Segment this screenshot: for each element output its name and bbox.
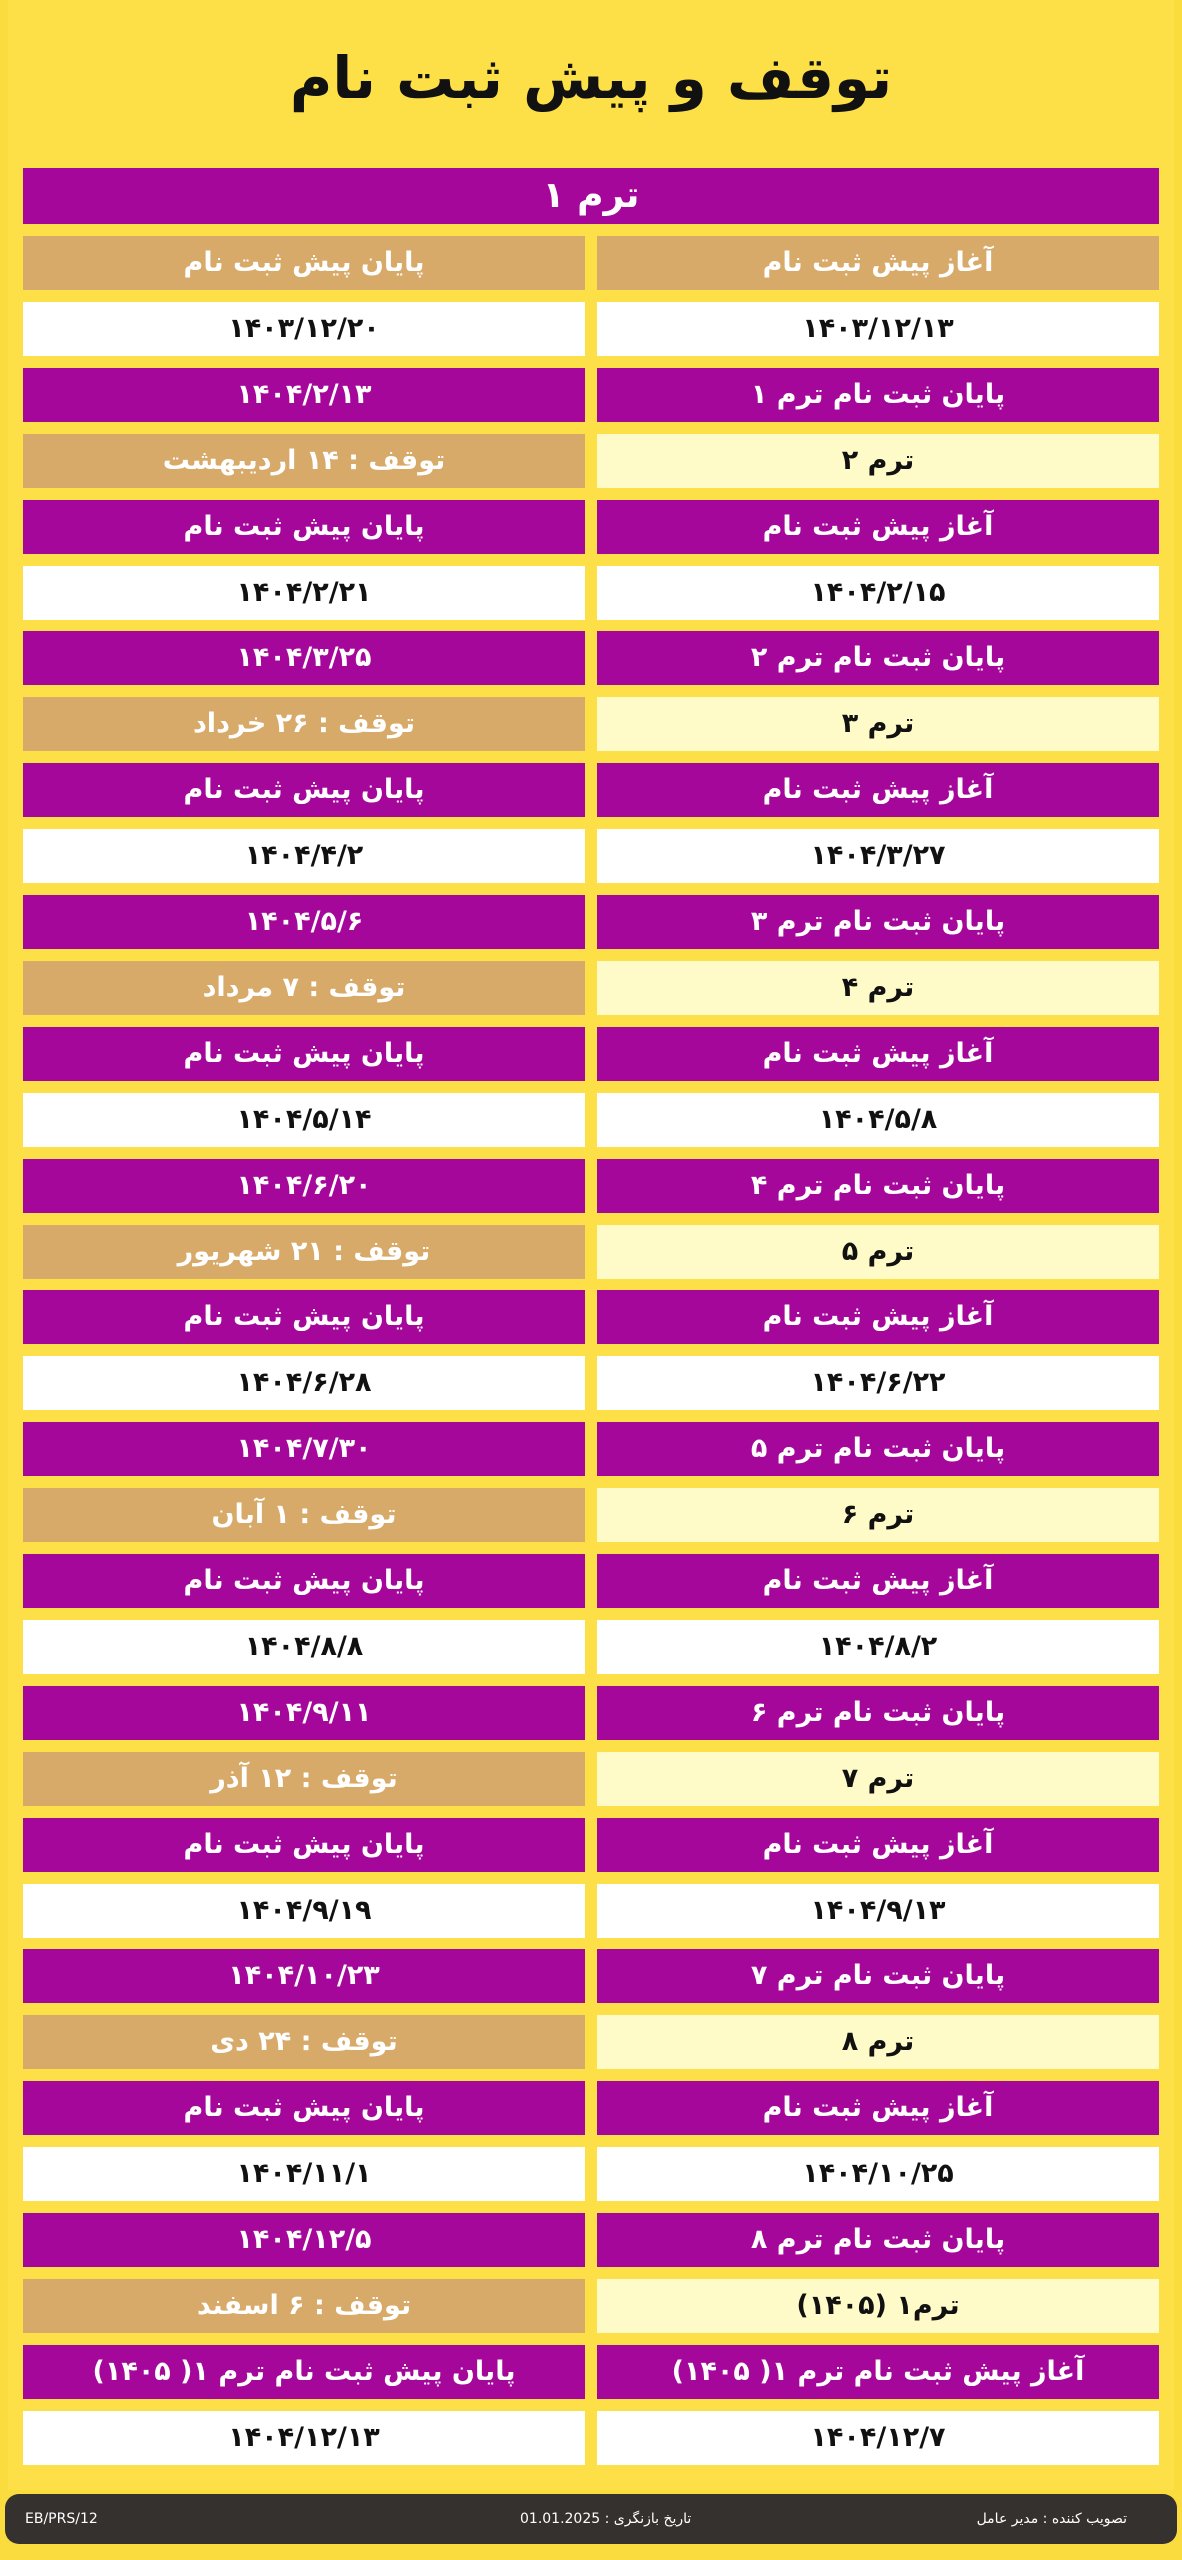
table-cell-right: آغاز پیش ثبت نام	[597, 1290, 1159, 1344]
document-code: EB/PRS/12	[25, 2511, 98, 2527]
table-cell-left: ۱۴۰۴/۱۰/۲۳	[23, 1949, 585, 2003]
table-cell-left: ۱۴۰۴/۲/۱۳	[23, 368, 585, 422]
table-cell-left: پایان پیش ثبت نام	[23, 763, 585, 817]
table-row	[23, 566, 1159, 620]
table-row	[23, 631, 1159, 685]
table-cell-left: ۱۴۰۴/۱۲/۱۳	[23, 2411, 585, 2465]
table-cell-right: پایان ثبت نام ترم ۴	[597, 1159, 1159, 1213]
table-cell-left: پایان پیش ثبت نام	[23, 500, 585, 554]
table-cell-left: ۱۴۰۴/۶/۲۰	[23, 1159, 585, 1213]
table-row	[23, 2345, 1159, 2399]
table-cell-right: ترم ۲	[597, 434, 1159, 488]
table-cell-right: پایان ثبت نام ترم ۶	[597, 1686, 1159, 1740]
table-cell-right: پایان ثبت نام ترم ۷	[597, 1949, 1159, 2003]
table-row	[23, 1356, 1159, 1410]
table-cell-left: پایان پیش ثبت نام	[23, 1027, 585, 1081]
table-cell-right: آغاز پیش ثبت نام	[597, 236, 1159, 290]
table-cell-right: پایان ثبت نام ترم ۱	[597, 368, 1159, 422]
table-cell-right: ۱۴۰۳/۱۲/۱۳	[597, 302, 1159, 356]
table-row	[23, 1290, 1159, 1344]
table-row	[23, 434, 1159, 488]
table-cell-right: آغاز پیش ثبت نام ترم ۱( ۱۴۰۵)	[597, 2345, 1159, 2399]
table-row	[23, 961, 1159, 1015]
table-cell-left: ۱۴۰۴/۹/۱۹	[23, 1884, 585, 1938]
table-cell-left: ۱۴۰۴/۵/۱۴	[23, 1093, 585, 1147]
table-cell-right: ۱۴۰۴/۵/۸	[597, 1093, 1159, 1147]
table-cell-left: پایان پیش ثبت نام	[23, 1554, 585, 1608]
table-row	[23, 1093, 1159, 1147]
table-cell-left: ۱۴۰۳/۱۲/۲۰	[23, 302, 585, 356]
table-cell-right: ۱۴۰۴/۲/۱۵	[597, 566, 1159, 620]
table-cell-left: ۱۴۰۴/۷/۳۰	[23, 1422, 585, 1476]
table-cell-left: ۱۴۰۴/۱۲/۵	[23, 2213, 585, 2267]
table-row	[23, 1027, 1159, 1081]
page-title: توقف و پیش ثبت نام	[289, 44, 893, 112]
table-cell-right: آغاز پیش ثبت نام	[597, 2081, 1159, 2135]
table-cell-right: ۱۴۰۴/۸/۲	[597, 1620, 1159, 1674]
table-cell-right: ترم ۴	[597, 961, 1159, 1015]
table-cell-left: پایان پیش ثبت نام	[23, 2081, 585, 2135]
table-row	[23, 500, 1159, 554]
review-date-text: تاریخ بازنگری : 01.01.2025	[520, 2511, 692, 2527]
table-cell-right: پایان ثبت نام ترم ۵	[597, 1422, 1159, 1476]
table-row	[23, 1752, 1159, 1806]
table-cell-right: ۱۴۰۴/۱۰/۲۵	[597, 2147, 1159, 2201]
table-row	[23, 2213, 1159, 2267]
approver-text: تصویب کننده : مدیر عامل	[976, 2511, 1127, 2527]
table-cell-left: توقف : ۲۴ دی	[23, 2015, 585, 2069]
table-row	[23, 1884, 1159, 1938]
table-row	[23, 2147, 1159, 2201]
table-cell-left: توقف : ۶ اسفند	[23, 2279, 585, 2333]
table-cell-left: پایان پیش ثبت نام	[23, 236, 585, 290]
table-cell-left: توقف : ۲۱ شهریور	[23, 1225, 585, 1279]
table-cell-right: ترم ۸	[597, 2015, 1159, 2069]
table-row	[23, 368, 1159, 422]
table-row	[23, 1488, 1159, 1542]
table-row	[23, 1159, 1159, 1213]
table-cell-right: ۱۴۰۴/۹/۱۳	[597, 1884, 1159, 1938]
term-1-banner: ترم ۱	[23, 168, 1159, 224]
table-cell-left: پایان پیش ثبت نام ترم ۱( ۱۴۰۵)	[23, 2345, 585, 2399]
table-cell-right: ترم ۷	[597, 1752, 1159, 1806]
footer-bar	[5, 2494, 1177, 2544]
table-cell-right: ترم۱ (۱۴۰۵)	[597, 2279, 1159, 2333]
table-cell-left: ۱۴۰۴/۶/۲۸	[23, 1356, 585, 1410]
table-row	[23, 895, 1159, 949]
table-row	[23, 2279, 1159, 2333]
table-cell-left: پایان پیش ثبت نام	[23, 1818, 585, 1872]
table-cell-right: پایان ثبت نام ترم ۲	[597, 631, 1159, 685]
table-cell-left: ۱۴۰۴/۲/۲۱	[23, 566, 585, 620]
table-cell-left: ۱۴۰۴/۱۱/۱	[23, 2147, 585, 2201]
table-row	[23, 1686, 1159, 1740]
table-row	[23, 1422, 1159, 1476]
table-row	[23, 697, 1159, 751]
table-cell-left: ۱۴۰۴/۳/۲۵	[23, 631, 585, 685]
table-cell-right: پایان ثبت نام ترم ۸	[597, 2213, 1159, 2267]
table-cell-left: ۱۴۰۴/۸/۸	[23, 1620, 585, 1674]
table-row	[23, 236, 1159, 290]
table-cell-right: آغاز پیش ثبت نام	[597, 1818, 1159, 1872]
table-row	[23, 2081, 1159, 2135]
table-cell-left: ۱۴۰۴/۹/۱۱	[23, 1686, 585, 1740]
table-row	[23, 1620, 1159, 1674]
table-row	[23, 1554, 1159, 1608]
table-row	[23, 302, 1159, 356]
table-cell-left: ۱۴۰۴/۴/۲	[23, 829, 585, 883]
table-row	[23, 1225, 1159, 1279]
table-row	[23, 2411, 1159, 2465]
table-cell-right: پایان ثبت نام ترم ۳	[597, 895, 1159, 949]
table-cell-right: ترم ۵	[597, 1225, 1159, 1279]
table-cell-left: توقف : ۱۲ آذر	[23, 1752, 585, 1806]
table-cell-left: توقف : ۲۶ خرداد	[23, 697, 585, 751]
table-cell-right: ۱۴۰۴/۶/۲۲	[597, 1356, 1159, 1410]
table-cell-left: توقف : ۱ آبان	[23, 1488, 585, 1542]
table-cell-right: ۱۴۰۴/۱۲/۷	[597, 2411, 1159, 2465]
table-cell-left: ۱۴۰۴/۵/۶	[23, 895, 585, 949]
table-row	[23, 763, 1159, 817]
table-cell-left: پایان پیش ثبت نام	[23, 1290, 585, 1344]
table-cell-right: آغاز پیش ثبت نام	[597, 500, 1159, 554]
table-cell-right: آغاز پیش ثبت نام	[597, 1027, 1159, 1081]
table-row	[23, 1949, 1159, 2003]
table-cell-right: آغاز پیش ثبت نام	[597, 763, 1159, 817]
table-row	[23, 1818, 1159, 1872]
table-cell-right: ترم ۶	[597, 1488, 1159, 1542]
table-row	[23, 829, 1159, 883]
table-cell-right: ترم ۳	[597, 697, 1159, 751]
table-cell-right: آغاز پیش ثبت نام	[597, 1554, 1159, 1608]
table-cell-left: توقف : ۷ مرداد	[23, 961, 585, 1015]
table-row	[23, 2015, 1159, 2069]
table-cell-right: ۱۴۰۴/۳/۲۷	[597, 829, 1159, 883]
table-cell-left: توقف : ۱۴ اردیبهشت	[23, 434, 585, 488]
